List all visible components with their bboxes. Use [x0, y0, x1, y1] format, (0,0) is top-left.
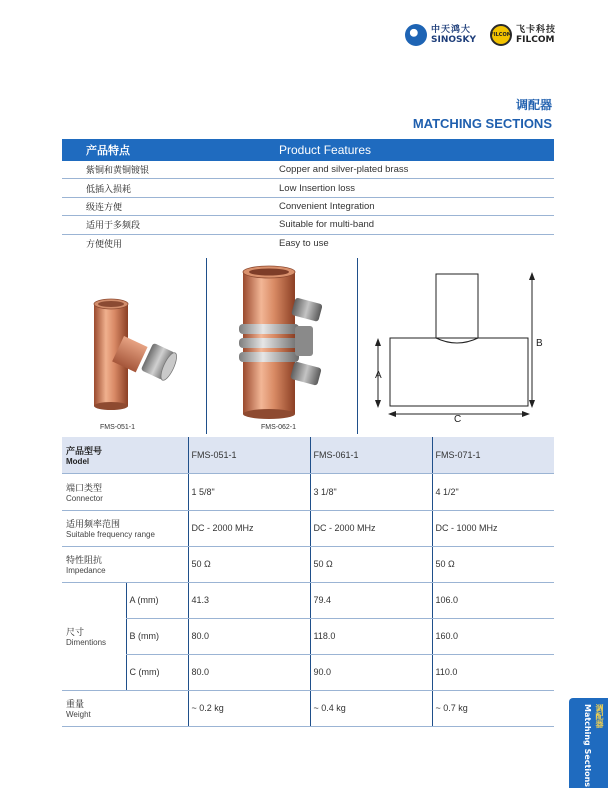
filcom-logo-icon: FILCOM [490, 24, 512, 46]
connector-label-en: Connector [66, 493, 103, 503]
features-header-en: Product Features [279, 143, 372, 157]
dimension-a-cell: 41.3 [188, 582, 310, 618]
connector-cell: 4 1/2" [432, 473, 554, 510]
impedance-row [62, 546, 554, 582]
model-cell: FMS-061-1 [310, 437, 432, 473]
feature-cn: 紫铜和黄铜镀银 [86, 166, 150, 177]
dimension-c-label: C (mm) [126, 654, 188, 690]
dimension-label-c: C [454, 414, 462, 425]
sinosky-logo [405, 24, 476, 46]
impedance-cell: 50 Ω [310, 546, 432, 582]
feature-row [62, 161, 554, 179]
feature-cn: 方便使用 [86, 240, 123, 251]
weight-cell: ~ 0.7 kg [432, 690, 554, 726]
frequency-cell: DC - 2000 MHz [188, 510, 310, 546]
impedance-label-en: Impedance [66, 566, 106, 575]
product-label-fms-051: FMS-051-1 [100, 424, 136, 431]
connector-label-cn: 端口类型 [66, 483, 103, 494]
dimension-a-label: A (mm) [126, 582, 188, 618]
impedance-cell: 50 Ω [432, 546, 554, 582]
model-label-en: Model [66, 456, 90, 466]
frequency-label-en: Suitable frequency range [66, 530, 155, 539]
weight-label-en: Weight [66, 710, 91, 719]
feature-cn: 适用于多频段 [86, 221, 141, 232]
dimension-b-cell: 80.0 [188, 618, 310, 654]
dimension-a-cell: 79.4 [310, 582, 432, 618]
dimension-c-cell: 90.0 [310, 654, 432, 690]
dimension-b-row [62, 618, 554, 654]
dimension-label-en: Dimentions [66, 638, 107, 647]
weight-cell: ~ 0.4 kg [310, 690, 432, 726]
product-images [62, 258, 554, 434]
impedance-cell: 50 Ω [188, 546, 310, 582]
weight-row [62, 690, 554, 726]
product-photo-fms-062 [207, 258, 358, 434]
model-cell: FMS-051-1 [188, 437, 310, 473]
side-tab-cn: 调配器 [595, 704, 604, 728]
connector-cell: 1 5/8" [188, 473, 310, 510]
dimension-drawing [358, 258, 554, 434]
frequency-cell: DC - 1000 MHz [432, 510, 554, 546]
side-tab-en: Matching Sections [583, 704, 592, 788]
model-label-cn: 产品型号 [66, 446, 103, 457]
frequency-label-cn: 适用频率范围 [66, 520, 121, 530]
product-photo-fms-051 [62, 258, 207, 434]
feature-en: Suitable for multi-band [279, 219, 375, 231]
feature-en: Copper and silver-plated brass [279, 164, 409, 176]
spec-table [62, 437, 554, 727]
feature-en: Low Insertion loss [279, 182, 356, 194]
dimension-c-row [62, 654, 554, 690]
dimension-label-b: B [536, 338, 543, 349]
model-cell: FMS-071-1 [432, 437, 554, 473]
dimension-label-cn: 尺寸 [66, 628, 85, 638]
weight-cell: ~ 0.2 kg [188, 690, 310, 726]
features-table [62, 139, 554, 253]
dimension-label-a: A [375, 370, 382, 381]
filcom-name-cn: 飞卡科技 [515, 25, 556, 35]
dimension-a-cell: 106.0 [432, 582, 554, 618]
impedance-label-cn: 特性阻抗 [66, 556, 103, 566]
feature-cn: 级连方便 [86, 202, 123, 213]
spec-header-row [62, 437, 554, 473]
tee-connector-image [62, 258, 207, 434]
dimension-c-cell: 80.0 [188, 654, 310, 690]
brand-logos [405, 24, 556, 46]
feature-row [62, 216, 554, 234]
dimension-a-row [62, 582, 554, 618]
frequency-cell: DC - 2000 MHz [310, 510, 432, 546]
connector-row [62, 473, 554, 510]
feature-row [62, 179, 554, 197]
frequency-row [62, 510, 554, 546]
matching-section-image [207, 258, 358, 434]
dimension-b-label: B (mm) [126, 618, 188, 654]
feature-cn: 低插入损耗 [86, 184, 132, 195]
sinosky-name-cn: 中天鸿大 [430, 25, 471, 35]
dimension-b-cell: 118.0 [310, 618, 432, 654]
connector-cell: 3 1/8" [310, 473, 432, 510]
dimension-diagram [358, 258, 554, 434]
dimension-b-cell: 160.0 [432, 618, 554, 654]
dimension-c-cell: 110.0 [432, 654, 554, 690]
features-header [62, 139, 554, 161]
sinosky-logo-icon [405, 24, 427, 46]
product-label-fms-062: FMS-062-1 [261, 424, 297, 431]
filcom-logo [490, 24, 556, 46]
feature-row [62, 235, 554, 253]
sinosky-name-en: SINOSKY [430, 35, 476, 45]
page-title-en: MATCHING SECTIONS [412, 116, 552, 131]
features-header-cn: 产品特点 [86, 144, 130, 157]
feature-row [62, 198, 554, 216]
filcom-name-en: FILCOM [515, 35, 555, 45]
feature-en: Convenient Integration [279, 200, 375, 212]
page-title-cn: 调配器 [515, 98, 552, 112]
feature-en: Easy to use [279, 238, 329, 250]
section-side-tab [569, 698, 608, 788]
weight-label-cn: 重量 [66, 700, 85, 710]
